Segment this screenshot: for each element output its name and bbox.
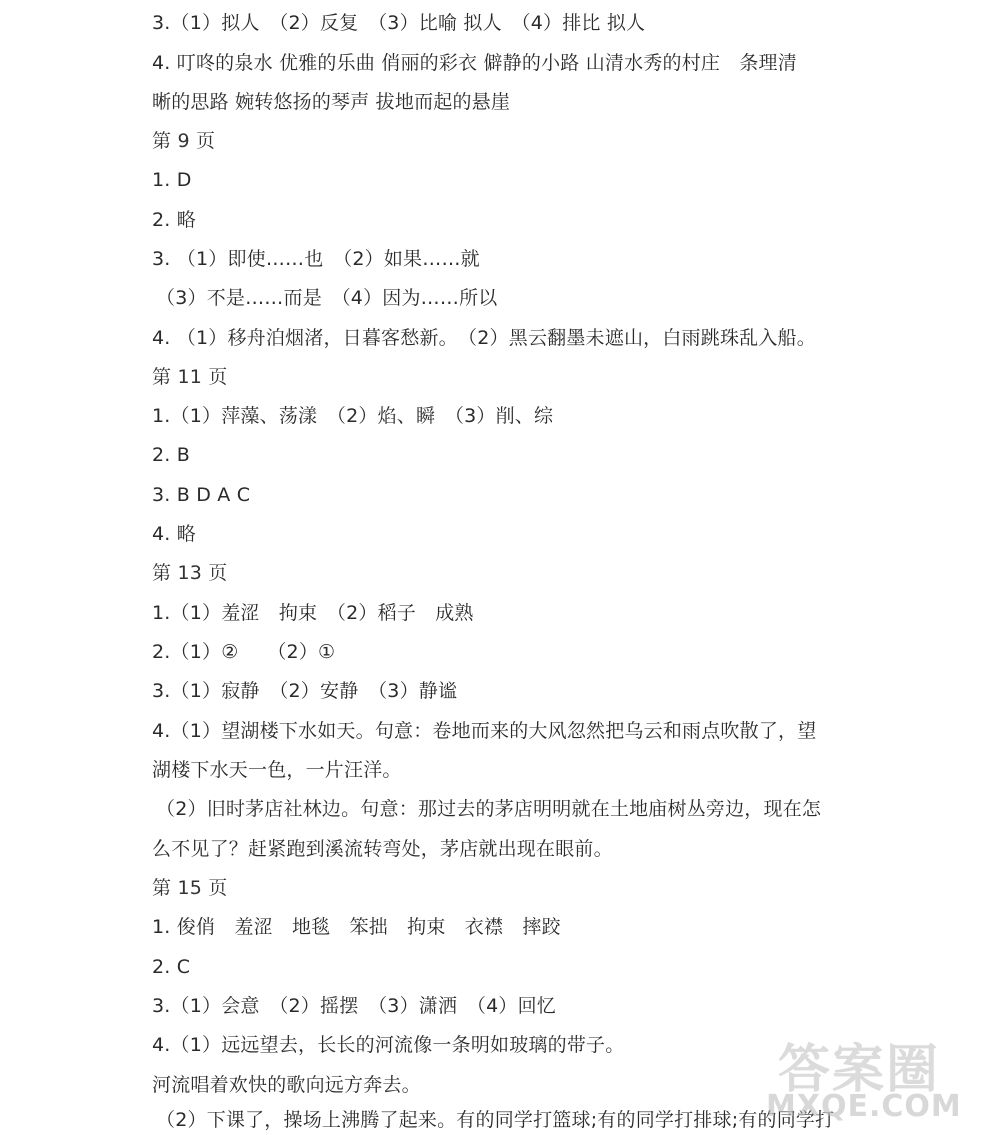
page-heading: 第 9 页 <box>152 130 216 152</box>
answer-line: 晰的思路 婉转悠扬的琴声 拔地而起的悬崖 <box>152 91 511 113</box>
answer-line: 1. D <box>152 169 192 191</box>
page-heading: 第 15 页 <box>152 877 228 899</box>
answer-line: 2. B <box>152 444 191 466</box>
answer-line: 1. 俊俏 羞涩 地毯 笨拙 拘束 衣襟 摔跤 <box>152 916 561 938</box>
answer-line: 河流唱着欢快的歌向远方奔去。 <box>152 1074 421 1096</box>
answer-line: 2. 略 <box>152 209 196 231</box>
answer-line: 3. B D A C <box>152 484 251 506</box>
answer-line: 湖楼下水天一色，一片汪洋。 <box>152 759 402 781</box>
answer-line: 1.（1）萍藻、荡漾 （2）焰、瞬 （3）削、综 <box>152 405 554 427</box>
answer-line: 4.（1）望湖楼下水如天。句意：卷地而来的大风忽然把乌云和雨点吹散了，望 <box>152 720 817 742</box>
answer-line: 2.（1）② （2）① <box>152 641 336 663</box>
page-heading: 第 13 页 <box>152 562 228 584</box>
answer-line: 1.（1）羞涩 拘束 （2）稻子 成熟 <box>152 602 474 624</box>
page-heading: 第 11 页 <box>152 366 228 388</box>
answer-line: 么不见了？赶紧跑到溪流转弯处，茅店就出现在眼前。 <box>152 838 613 860</box>
watermark-logo-text: 答案圈 <box>778 1040 941 1100</box>
answer-line: 4. 叮咚的泉水 优雅的乐曲 俏丽的彩衣 僻静的小路 山清水秀的村庄 条理清 <box>152 52 797 74</box>
answer-line: 2. C <box>152 956 191 978</box>
answer-line: 3.（1）会意 （2）摇摆 （3）潇洒 （4）回忆 <box>152 995 556 1017</box>
answer-line: 3.（1）寂静 （2）安静 （3）静谧 <box>152 680 458 702</box>
answer-line: （2）旧时茅店社林边。句意：那过去的茅店明明就在土地庙树丛旁边，现在怎 <box>156 798 822 820</box>
answer-line: （3）不是……而是 （4）因为……所以 <box>156 287 498 309</box>
answer-line: 3. （1）即使……也 （2）如果……就 <box>152 248 480 270</box>
watermark-url: MXQE.COM <box>766 1089 962 1124</box>
answer-line: 4. 略 <box>152 523 196 545</box>
answer-line: 4.（1）远远望去，长长的河流像一条明如玻璃的带子。 <box>152 1034 625 1056</box>
answer-line: （2）下课了，操场上沸腾了起来。有的同学打篮球;有的同学打排球;有的同学打 <box>156 1109 835 1131</box>
answer-line: 4. （1）移舟泊烟渚，日暮客愁新。 （2）黑云翻墨未遮山，白雨跳珠乱入船。 <box>152 327 816 349</box>
answer-line: 3.（1）拟人 （2）反复 （3）比喻 拟人 （4）排比 拟人 <box>152 12 646 34</box>
